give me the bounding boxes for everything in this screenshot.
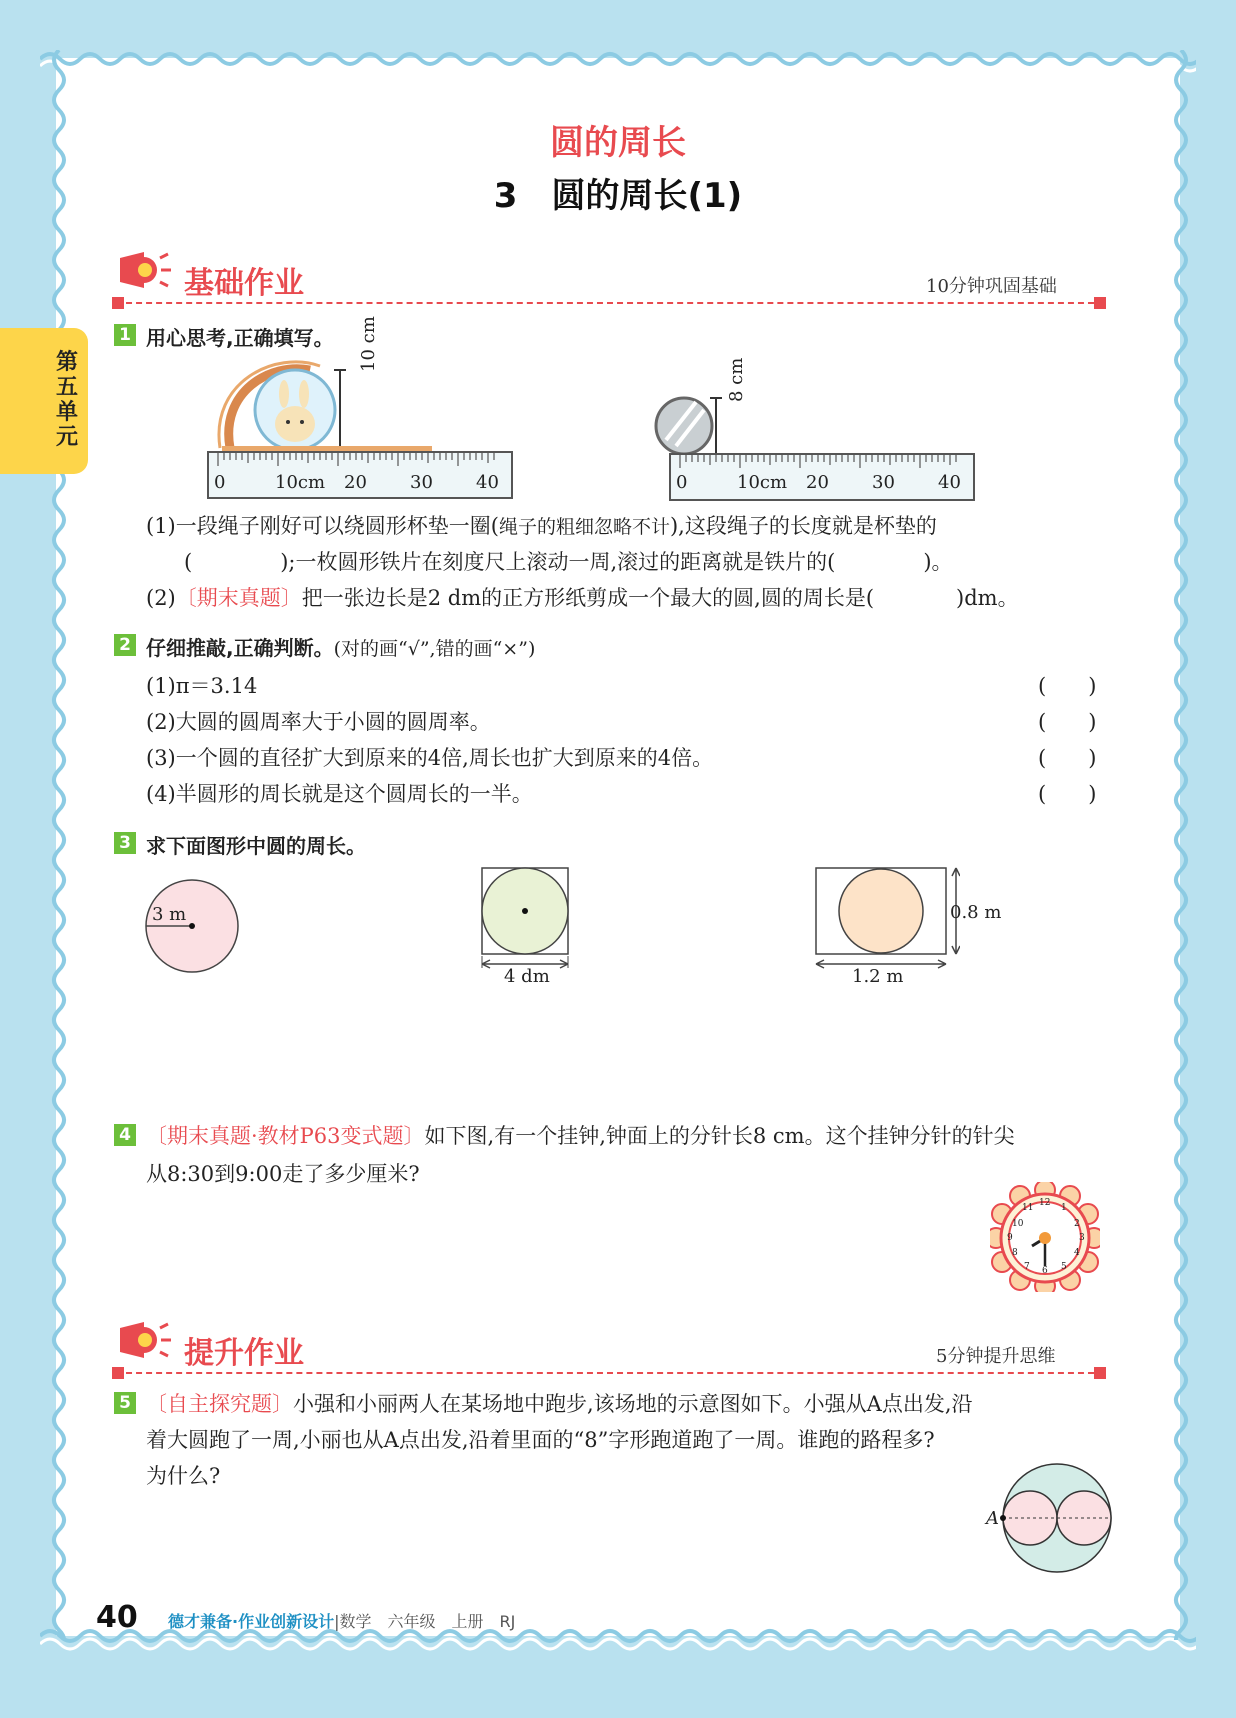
q1-line-1-start: (1)一段绳子刚好可以绕圆形杯垫一圈( [146,514,499,538]
clock-number: 5 [1061,1262,1067,1272]
megaphone-icon [114,248,174,298]
q1-line-1-note: 绳子的粗细忽略不计 [498,516,670,538]
point-a-label: A [986,1508,999,1529]
rect-height-label: 0.8 m [950,902,1002,923]
radius-label: 3 m [152,904,187,925]
clock-number: 6 [1042,1266,1048,1276]
q2-item-3: (3)一个圆的直径扩大到原来的4倍,周长也扩大到原来的4倍。 [146,746,714,770]
footer-separator: | [334,1612,340,1631]
unit-side-tab [0,328,88,474]
section-basic-title: 基础作业 [184,266,304,301]
judge-answer-box[interactable]: ( ) [1038,674,1097,698]
chapter-title: 圆的周长 [550,123,686,163]
divider-marker-left [112,297,124,309]
q2-item-2: (2)大圆的圆周率大于小圆的圆周率。 [146,710,491,734]
divider-marker-left [112,1367,124,1379]
q1-line-3-end: )dm。 [956,586,1019,610]
q5-explore-tag: 〔自主探究题〕 [146,1392,293,1416]
rect-width-label: 1.2 m [852,966,904,987]
question-heading: 用心思考,正确填写。 [146,326,334,350]
q1-line-1-end: ),这段绳子的长度就是杯垫的 [669,514,937,538]
ruler1-tick-30: 30 [410,472,433,493]
q1-sub-number: (2) [146,586,176,610]
section-basic-note: 10分钟巩固基础 [926,276,1057,297]
judge-answer-box[interactable]: ( ) [1038,746,1097,770]
running-track-figure [996,1460,1118,1576]
ruler1-tick-0: 0 [214,472,226,493]
circle-in-square-figure [476,864,576,974]
q5-line-2: 着大圆跑了一周,小丽也从A点出发,沿着里面的“8”字形跑道跑了一周。谁跑的路程多? [146,1428,935,1452]
wave-border-right [1166,50,1196,1640]
q4-line-1 [146,1120,1015,1150]
q4-exam-tag: 〔期末真题·教材P63变式题〕 [146,1124,425,1148]
ruler2-height-label: 8 cm [726,357,747,402]
question-number: 5 [114,1392,136,1414]
question-heading [146,632,535,661]
clock-number: 3 [1079,1233,1085,1243]
q1-line-2 [184,546,953,576]
ruler2-tick-20: 20 [806,472,829,493]
divider-marker-right [1094,297,1106,309]
ruler2-tick-10: 10cm [737,472,788,493]
section-advanced-note: 5分钟提升思维 [936,1346,1056,1367]
ruler1-tick-10: 10cm [275,472,326,493]
clock-number: 10 [1012,1219,1024,1229]
ruler1-tick-40: 40 [476,472,499,493]
circle-in-rectangle-figure [810,864,960,976]
question-heading: 求下面图形中圆的周长。 [146,834,366,858]
clock-number: 9 [1007,1233,1013,1243]
section-basic-divider [116,302,1104,304]
judge-answer-box[interactable]: ( ) [1038,710,1097,734]
q2-heading-note: (对的画“√”,错的画“×”) [333,638,536,660]
q1-blank-open: ( [184,550,193,574]
divider-marker-right [1094,1367,1106,1379]
q4-text-1: 如下图,有一个挂钟,钟面上的分针长8 cm。这个挂钟分针的针尖 [424,1124,1015,1148]
square-side-label: 4 dm [504,966,550,987]
question-number: 1 [114,324,136,346]
clock-number: 1 [1061,1203,1067,1213]
clock-number: 8 [1012,1248,1018,1258]
q4-line-2: 从8:30到9:00走了多少厘米? [146,1162,420,1186]
clock-number: 2 [1074,1219,1080,1229]
footer-course-info: 数学 六年级 上册 RJ [339,1612,516,1631]
ruler1-tick-20: 20 [344,472,367,493]
footer-book-info [168,1609,515,1632]
clock-number: 11 [1022,1203,1034,1213]
lesson-title: 3 圆的周长(1) [493,176,743,216]
ruler1-height-label: 10 cm [358,316,379,372]
circle-radius-figure [140,876,250,976]
wave-border-top [40,44,1196,74]
question-number: 3 [114,832,136,854]
q5-line-3: 为什么? [146,1464,221,1488]
section-advanced-divider [116,1372,1104,1374]
q1-line-2-text: );一枚圆形铁片在刻度尺上滚动一周,滚过的距离就是铁片的( [280,550,836,574]
q2-heading-text: 仔细推敲,正确判断。 [146,636,334,660]
q5-line-1 [146,1388,973,1418]
q1-exam-tag: 〔期末真题〕 [175,586,302,610]
ruler2-tick-40: 40 [938,472,961,493]
q1-line-2-end: )。 [923,550,953,574]
page-number: 40 [96,1600,138,1635]
wave-border-left [44,50,74,1640]
footer-book-title: 德才兼备·作业创新设计 [168,1612,335,1631]
q2-item-4: (4)半圆形的周长就是这个圆周长的一半。 [146,782,533,806]
judge-answer-box[interactable]: ( ) [1038,782,1097,806]
ruler2-tick-0: 0 [676,472,688,493]
ruler2-tick-30: 30 [872,472,895,493]
megaphone-icon [114,1318,174,1368]
q1-line-1 [146,510,937,540]
q1-line-3-text: 把一张边长是2 dm的正方形纸剪成一个最大的圆,圆的周长是( [301,586,875,610]
q5-text-1: 小强和小丽两人在某场地中跑步,该场地的示意图如下。小强从A点出发,沿 [293,1392,973,1416]
clock-number: 7 [1024,1262,1030,1272]
unit-tab-label: 第五单元 [55,350,78,450]
clock-number: 12 [1039,1198,1051,1208]
q2-item-1: (1)π＝3.14 [146,674,258,698]
clock-number: 4 [1074,1248,1080,1258]
section-advanced-title: 提升作业 [184,1336,304,1371]
question-number: 2 [114,634,136,656]
q1-line-3 [146,582,1019,612]
question-number: 4 [114,1124,136,1146]
